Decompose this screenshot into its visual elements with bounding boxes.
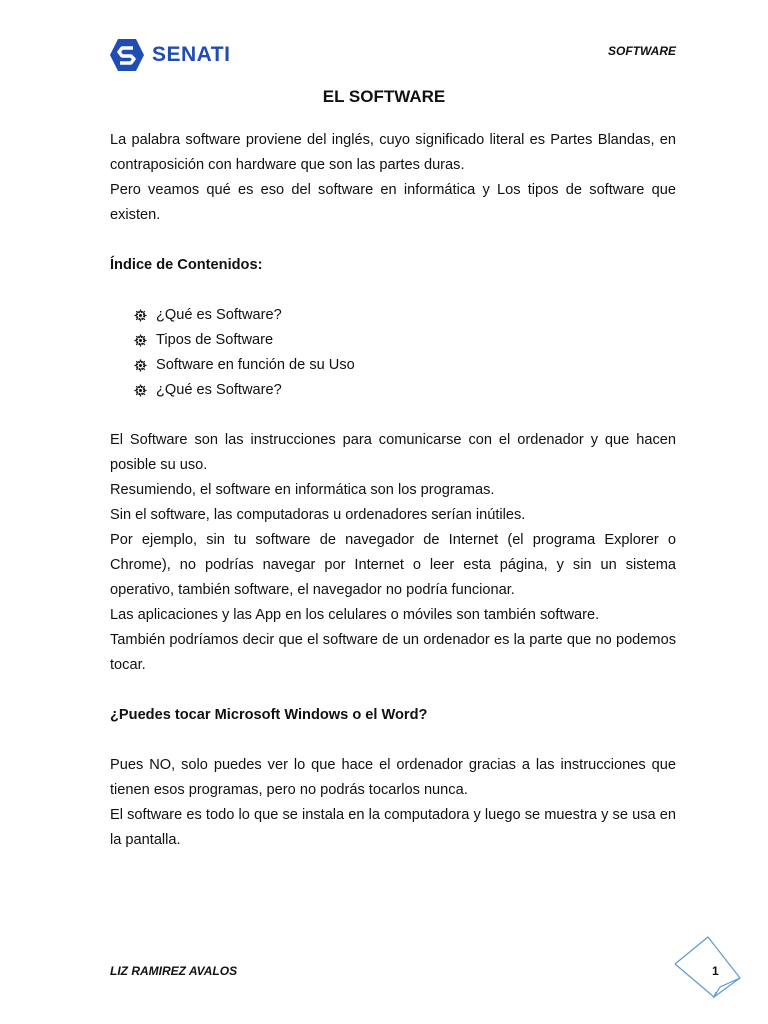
toc-item: [134, 303, 676, 328]
table-of-contents: [110, 303, 676, 403]
section1-paragraph-4: Por ejemplo, sin tu software de navegador de Internet (el programa Explorer o Chrome), no podrías navegar por Internet o leer esta página, y sin un sistema operativo, también software, el navegador no podría funcionar.: [110, 532, 676, 598]
senati-logo: [109, 38, 230, 72]
intro-paragraph-1: La palabra software proviene del inglés, cuyo significado literal es Partes Blandas, en contraposición con hardware que son las partes duras.: [110, 132, 676, 173]
document-body: [110, 128, 676, 853]
toc-heading: Índice de Contenidos:: [110, 257, 263, 273]
toc-item-label: ¿Qué es Software?: [156, 382, 282, 398]
toc-item-label: ¿Qué es Software?: [156, 307, 282, 323]
question-heading: ¿Puedes tocar Microsoft Windows o el Word?: [110, 707, 428, 723]
gear-bullet-icon: [134, 334, 147, 347]
senati-logo-icon: [109, 38, 145, 72]
section1-paragraph-6: También podríamos decir que el software de un ordenador es la parte que no podemos tocar.: [110, 632, 676, 673]
section1-paragraph-3: Sin el software, las computadoras u ordenadores serían inútiles.: [110, 507, 526, 523]
header-section-label: SOFTWARE: [608, 44, 676, 58]
intro-paragraph-2: Pero veamos qué es eso del software en informática y Los tipos de software que existen.: [110, 182, 676, 223]
page-title: EL SOFTWARE: [322, 87, 446, 106]
section2-paragraph-1: Pues NO, solo puedes ver lo que hace el ordenador gracias a las instrucciones que tienen esos programas, pero no podrás tocarlos nunca.: [110, 757, 676, 798]
gear-bullet-icon: [134, 384, 147, 397]
toc-item: [134, 328, 676, 353]
gear-bullet-icon: [134, 359, 147, 372]
toc-item: [134, 378, 676, 403]
gear-bullet-icon: [134, 309, 147, 322]
toc-item-label: Tipos de Software: [156, 332, 274, 348]
section1-paragraph-1: El Software son las instrucciones para comunicarse con el ordenador y que hacen posible su uso.: [110, 432, 676, 473]
page-corner-shape: [672, 934, 748, 1002]
section1-paragraph-2: Resumiendo, el software en informática son los programas.: [110, 482, 495, 498]
section1-paragraph-5: Las aplicaciones y las App en los celulares o móviles son también software.: [110, 607, 600, 623]
footer-author: LIZ RAMIREZ AVALOS: [110, 964, 238, 978]
section2-paragraph-2: El software es todo lo que se instala en la computadora y luego se muestra y se usa en la pantalla.: [110, 807, 676, 848]
page-number-box: [672, 934, 748, 1002]
brand-name: SENATI: [152, 43, 231, 66]
page-number: 1: [712, 964, 719, 978]
toc-item-label: Software en función de su Uso: [156, 357, 355, 373]
toc-item: [134, 353, 676, 378]
